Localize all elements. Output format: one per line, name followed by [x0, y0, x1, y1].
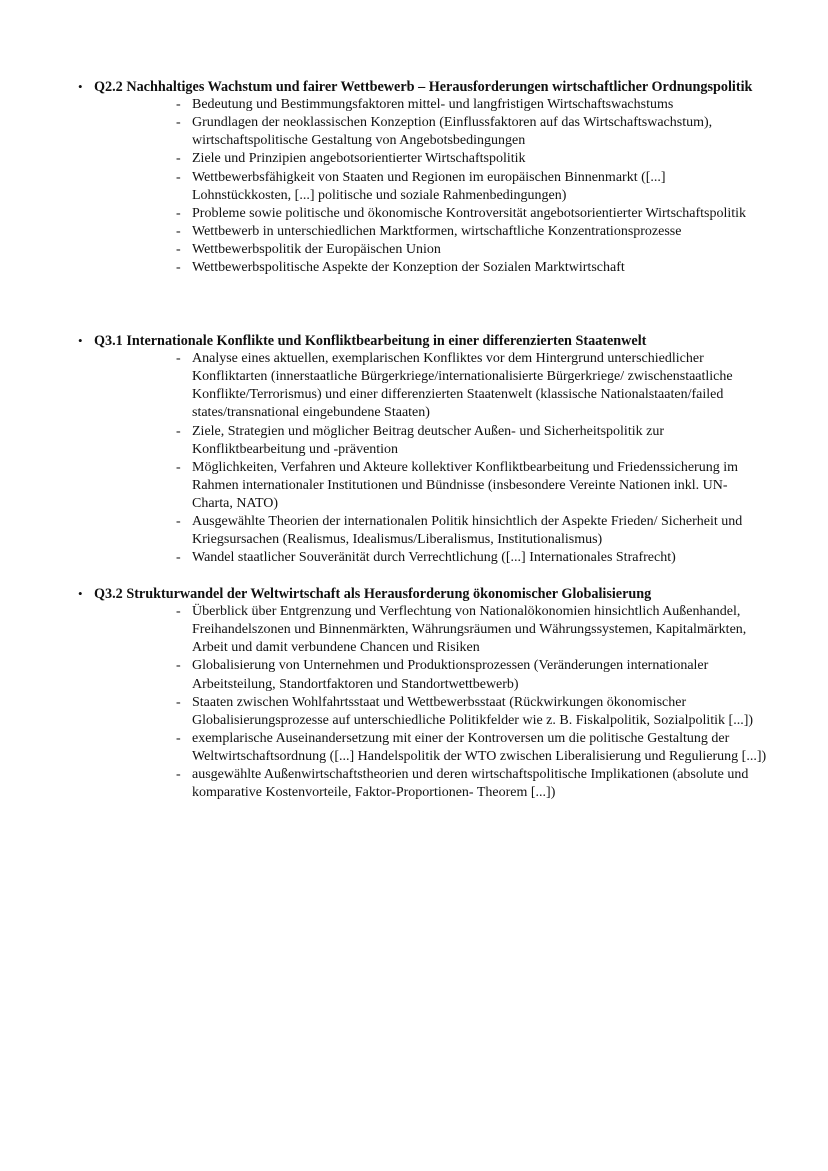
dash-icon: -	[176, 550, 181, 566]
topic-list	[174, 603, 768, 802]
list-item	[174, 603, 768, 657]
list-item-text: exemplarische Auseinandersetzung mit einer der Kontroversen um die politische Gestaltung der Weltwirtschaftsordnung ([...] Handelspolitik der WTO zwischen Liberalisierung und Regulierung [...])	[192, 730, 767, 764]
dash-icon: -	[176, 694, 181, 710]
list-item	[174, 259, 768, 277]
section-title: Q3.2 Strukturwandel der Weltwirtschaft als Herausforderung ökonomischer Globalisierung	[94, 586, 652, 602]
list-item-text: Ziele, Strategien und möglicher Beitrag deutscher Außen- und Sicherheitspolitik zur Konfliktbearbeitung und -prävention	[192, 423, 664, 457]
list-item	[174, 694, 768, 730]
section-title: Q3.1 Internationale Konflikte und Konfliktbearbeitung in einer differenzierten Staatenwelt	[94, 333, 647, 349]
dash-icon: -	[176, 514, 181, 530]
dash-icon: -	[176, 223, 181, 239]
list-item	[174, 513, 768, 549]
section-heading	[78, 585, 768, 603]
topic-list	[174, 350, 768, 567]
dash-icon: -	[176, 260, 181, 276]
list-item-text: Möglichkeiten, Verfahren und Akteure kollektiver Konfliktbearbeitung und Friedenssicherung im Rahmen internationaler Institutionen und Bündnisse (insbesondere Vereinte Nationen inkl. UN-Charta, NATO)	[192, 459, 738, 511]
list-item	[174, 350, 768, 422]
dash-icon: -	[176, 459, 181, 475]
list-item	[174, 766, 768, 802]
list-item	[174, 423, 768, 459]
section-heading	[78, 332, 768, 350]
dash-icon: -	[176, 169, 181, 185]
list-item-text: Analyse eines aktuellen, exemplarischen Konfliktes vor dem Hintergrund unterschiedlicher Konfliktarten (innerstaatliche Bürgerkriege/internationalisierte Bürgerkriege/ zwischenstaatliche Konflikte/Terrorismus) und einer differenzierten Staatenwelt (klassische Nationalstaaten/failed states/transnational eingebundene Staaten)	[192, 351, 733, 421]
list-item-text: Bedeutung und Bestimmungsfaktoren mittel- und langfristigen Wirtschaftswachstums	[192, 97, 674, 113]
list-item	[174, 114, 768, 150]
section-q3-1	[78, 332, 768, 567]
list-item-text: Wandel staatlicher Souveränität durch Verrechtlichung ([...] Internationales Strafrecht)	[192, 550, 676, 566]
dash-icon: -	[176, 423, 181, 439]
dash-icon: -	[176, 241, 181, 257]
topic-list	[174, 96, 768, 277]
list-item-text: Wettbewerbspolitik der Europäischen Union	[192, 241, 441, 257]
list-item-text: Grundlagen der neoklassischen Konzeption (Einflussfaktoren auf das Wirtschaftswachstum), wirtschaftspolitische Gestaltung von Angebotsbedingungen	[192, 115, 713, 149]
bullet-icon: •	[78, 333, 83, 348]
bullet-icon: •	[78, 79, 83, 94]
section-q2-2	[78, 78, 768, 277]
section-heading	[78, 78, 768, 96]
list-item	[174, 205, 768, 223]
section-title: Q2.2 Nachhaltiges Wachstum und fairer Wettbewerb – Herausforderungen wirtschaftlicher Ordnungspolitik	[94, 79, 753, 95]
list-item	[174, 657, 768, 693]
dash-icon: -	[176, 115, 181, 131]
list-item-text: Überblick über Entgrenzung und Verflechtung von Nationalökonomien hinsichtlich Außenhandel, Freihandelszonen und Binnenmärkten, Währungsräumen und Währungssystemen, Kapitalmärkten, Arbeit und damit verbundene Chancen und Risiken	[192, 604, 747, 656]
list-item-text: ausgewählte Außenwirtschaftstheorien und deren wirtschaftspolitische Implikationen (absolute und komparative Kostenvorteile, Faktor-Proportionen- Theorem [...])	[192, 767, 749, 801]
list-item	[174, 150, 768, 168]
dash-icon: -	[176, 351, 181, 367]
dash-icon: -	[176, 205, 181, 221]
list-item	[174, 730, 768, 766]
list-item-text: Wettbewerb in unterschiedlichen Marktformen, wirtschaftliche Konzentrationsprozesse	[192, 223, 682, 239]
list-item-text: Ziele und Prinzipien angebotsorientierter Wirtschaftspolitik	[192, 151, 526, 167]
list-item-text: Staaten zwischen Wohlfahrtsstaat und Wettbewerbsstaat (Rückwirkungen ökonomischer Globalisierungsprozesse auf unterschiedliche Politikfelder wie z. B. Fiskalpolitik, Sozialpolitik [...])	[192, 694, 754, 728]
section-q3-2	[78, 585, 768, 802]
list-item-text: Globalisierung von Unternehmen und Produktionsprozessen (Veränderungen internationaler Arbeitsteilung, Standortfaktoren und Standortwettbewerb)	[192, 658, 709, 692]
list-item	[174, 169, 768, 205]
dash-icon: -	[176, 151, 181, 167]
dash-icon: -	[176, 730, 181, 746]
list-item	[174, 96, 768, 114]
list-item-text: Wettbewerbspolitische Aspekte der Konzeption der Sozialen Marktwirtschaft	[192, 260, 625, 276]
list-item	[174, 223, 768, 241]
list-item	[174, 549, 768, 567]
list-item-text: Ausgewählte Theorien der internationalen Politik hinsichtlich der Aspekte Frieden/ Sicherheit und Kriegsursachen (Realismus, Idealismus/Liberalismus, Institutionalismus)	[192, 514, 743, 548]
dash-icon: -	[176, 604, 181, 620]
dash-icon: -	[176, 97, 181, 113]
list-item	[174, 241, 768, 259]
list-item	[174, 459, 768, 513]
list-item-text: Wettbewerbsfähigkeit von Staaten und Regionen im europäischen Binnenmarkt ([...] Lohnstückkosten, [...] politische und soziale Rahmenbedingungen)	[192, 169, 666, 203]
list-item-text: Probleme sowie politische und ökonomische Kontroversität angebotsorientierter Wirtschaftspolitik	[192, 205, 747, 221]
bullet-icon: •	[78, 586, 83, 601]
dash-icon: -	[176, 767, 181, 783]
dash-icon: -	[176, 658, 181, 674]
